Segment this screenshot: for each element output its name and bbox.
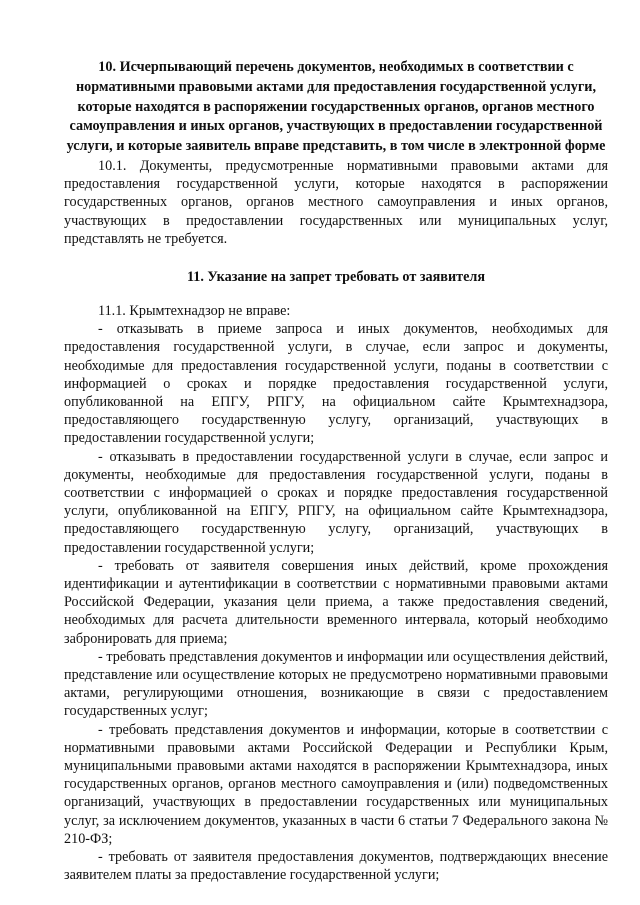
list-item-other-actions: - требовать от заявителя совершения иных действий, кроме прохождения идентификации и аутентификации в соответствии с нормативными правовыми актами Российской Федерации, указания цели приема, а также предоставления сведений, необходимых для расчета длительности временного интервала, который необходимо забронировать для приема; [64,557,608,647]
list-item-refuse-acceptance: - отказывать в приеме запроса и иных документов, необходимых для предоставления государственной услуги, в случае, если запрос и документы, необходимые для предоставления государственной услуги, поданы в соответствии с информацией о сроках и порядке предоставления государственной услуги, опубликованной на ЕПГУ, РПГУ, на официальном сайте Крымтехнадзора, предоставляющего государственную услугу, организаций, участвующих в предоставлении государственной услуги; [64,321,608,447]
paragraph-10-1: 10.1. Документы, предусмотренные нормативными правовыми актами для предоставления государственной услуги, которые находятся в распоряжении государственных органов, органов местного самоуправления и иных органов, участвующих в предоставлении государственных или муниципальных услуг, представлять не требуется. [64,157,608,247]
list-item-unregulated-documents: - требовать представления документов и информации или осуществления действий, представление или осуществление которых не предусмотрено нормативными правовыми актами, регулирующими отношения, возникающие в связи с предоставлением государственных услуг; [64,648,608,720]
section-10-heading: 10. Исчерпывающий перечень документов, необходимых в соответствии с нормативными правовыми актами для предоставления государственной услуги, которые находятся в распоряжении государственных органов, органов местного самоуправления и иных органов, участвующих в предоставлении государственной услуги, и которые заявитель вправе представить, в том числе в электронной форме [66,59,606,155]
list-item-refuse-service: - отказывать в предоставлении государственной услуги в случае, если запрос и документы, необходимые для предоставления государственной услуги, поданы в соответствии с информацией о сроках и порядке предоставления государственной услуги, опубликованной на ЕПГУ, РПГУ, на официальном сайте Крымтехнадзора, предоставляющего государственную услугу, организаций, участвующих в предоставлении государственной услуги; [64,448,608,556]
list-item-documents-in-possession: - требовать представления документов и информации, которые в соответствии с нормативными правовыми актами Российской Федерации и Республики Крым, муниципальными правовыми актами находятся в распоряжении Крымтехнадзора, иных государственных органов, органов местного самоуправления и (или) подведомственных организаций, участвующих в предоставлении государственных или муниципальных услуг, за исключением документов, указанных в части 6 статьи 7 Федерального закона № 210-ФЗ; [64,721,608,847]
list-item-payment-proof: - требовать от заявителя предоставления документов, подтверждающих внесение заявителем платы за предоставление государственной услуги; [64,849,608,884]
document-page [64,58,608,884]
section-11-heading: 11. Указание на запрет требовать от заявителя [186,269,486,285]
paragraph-11-1-intro: 11.1. Крымтехнадзор не вправе: [98,302,291,319]
